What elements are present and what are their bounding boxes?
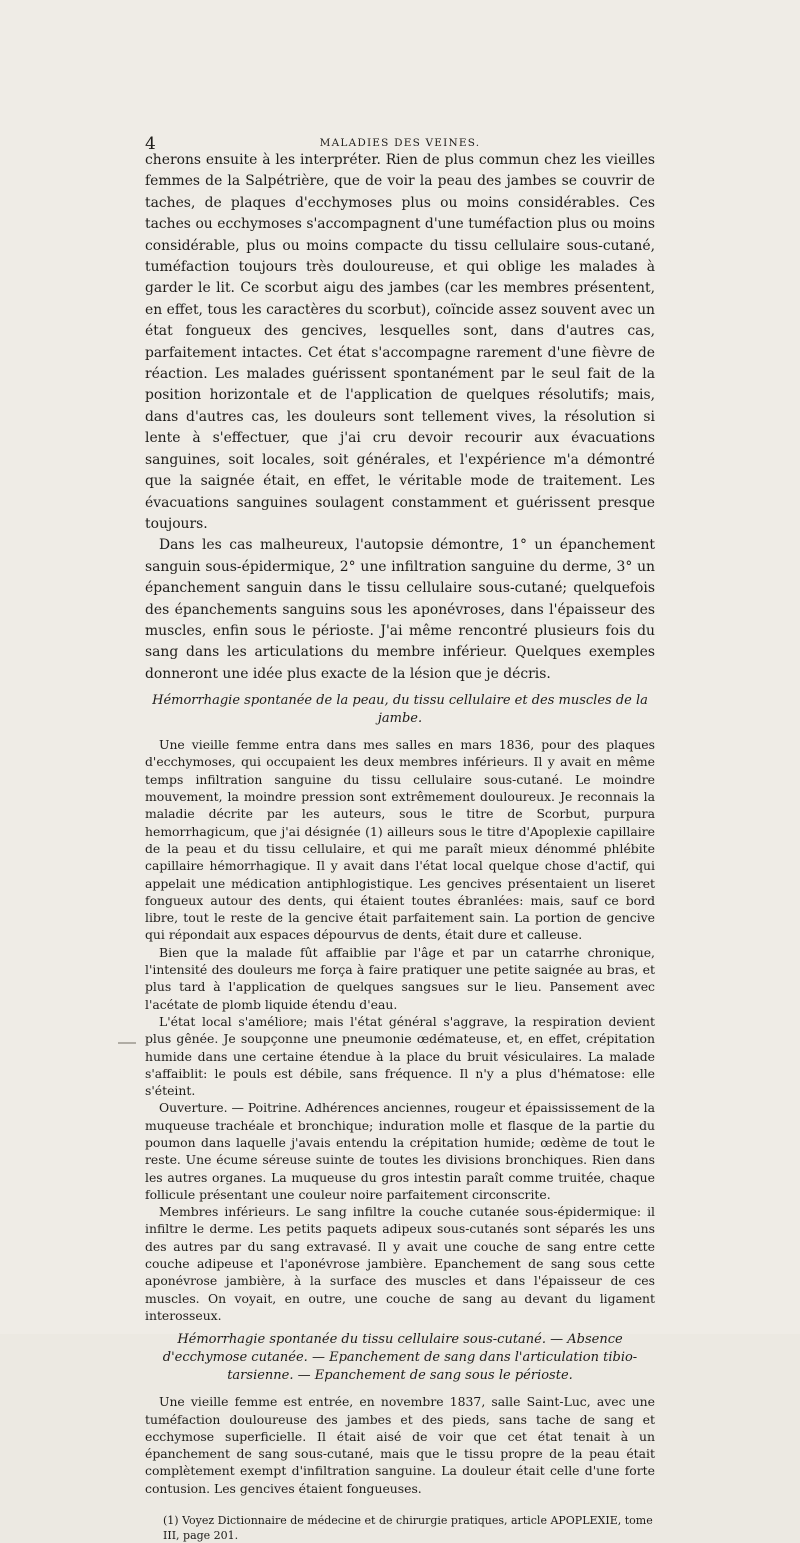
case-section <box>145 1393 655 1497</box>
body-text <box>145 150 655 1543</box>
case-paragraph: L'état local s'améliore; mais l'état général s'aggrave, la respiration devient plus gênée. Je soupçonne une pneumonie œdémateuse, et, en effet, crépitation humide dans une certaine étendue à la place du bruit vésiculaires. La malade s'affaiblit: le pouls est débile, sans fréquence. Il n'y a plus d'hématose: elle s'éteint. <box>145 1013 655 1099</box>
running-title: MALADIES DES VEINES. <box>319 137 481 149</box>
intro-section <box>145 150 655 685</box>
case-section <box>145 736 655 1324</box>
case-heading: Hémorrhagie spontanée de la peau, du tissu cellulaire et des muscles de la jambe. <box>152 693 648 727</box>
case-paragraph: Une vieille femme est entrée, en novembre 1837, salle Saint-Luc, avec une tuméfaction douloureuse des jambes et des pieds, sans tache de sang et ecchymose superficielle. Il était aisé de voir que cet état tenait à un épanchement de sang sous-cutané, mais que le tissu propre de la peau était complètement exempt d'infiltration sanguine. La douleur était celle d'une forte contusion. Les gencives étaient fongueuses. <box>145 1394 655 1496</box>
case-paragraph: Une vieille femme entra dans mes salles en mars 1836, pour des plaques d'ecchymoses, qui occupaient les deux membres inférieurs. Il y avait en même temps infiltration sanguine du tissu cellulaire sous-cutané. Le moindre mouvement, la moindre pression sont extrêmement douloureux. Je reconnais la maladie décrite par les auteurs, sous le titre de Scorbut, purpura hemorrhagicum, que j'ai désignée (1) ailleurs sous le titre d'Apoplexie capillaire de la peau et du tissu cellulaire, et qui me paraît mieux dénommé phlébite capillaire hémorrhagique. Il y avait dans l'état local quelque chose d'actif, qui appelait une médication antiphlogistique. Les gencives présentaient un liseret fongueux autour des dents, qui étaient toutes ébranlées: mais, sauf ce bord libre, tout le reste de la gencive était parfaitement sain. La portion de gencive qui répondait aux espaces dépourvus de dents, était dure et calleuse. <box>145 737 655 943</box>
case-paragraph: Ouverture. — Poitrine. Adhérences anciennes, rougeur et épaississement de la muqueuse trachéale et bronchique; induration molle et flasque de la partie du poumon dans laquelle j'avais entendu la crépitation humide; œdème de tout le reste. Une écume séreuse suinte de toutes les divisions bronchiques. Rien dans les autres organes. La muqueuse du gros intestin paraît comme truitée, chaque follicule présentant une couleur noire parfaitement circonscrite. <box>145 1100 655 1202</box>
footnote: (1) Voyez Dictionnaire de médecine et de chirurgie pratiques, article APOPLEXIE, tome III, page 201. <box>163 1514 653 1543</box>
case-paragraph: Bien que la malade fût affaiblie par l'âge et par un catarrhe chronique, l'intensité des douleurs me força à faire pratiquer une petite saignée au bras, et plus tard à l'application de quelques sangsues sur le lieu. Pansement avec l'acétate de plomb liquide étendu d'eau. <box>145 944 655 1012</box>
intro-paragraph: cherons ensuite à les interpréter. Rien de plus commun chez les vieilles femmes de la Salpétrière, que de voir la peau des jambes se couvrir de taches, de plaques d'ecchymoses plus ou moins considérables. Ces taches ou ecchymoses s'accompagnent d'une tuméfaction plus ou moins considérable, plus ou moins compacte du tissu cellulaire sous-cutané, tuméfaction toujours très douloureuse, et qui oblige les malades à garder le lit. Ce scorbut aigu des jambes (car les membres présentent, en effet, tous les caractères du scorbut), coïncide assez souvent avec un état fongueux des gencives, lesquelles sont, dans d'autres cas, parfaitement intactes. Cet état s'accompagne rarement d'une fièvre de réaction. Les malades guérissent spontanément par le seul fait de la position horizontale et de l'application de quelques résolutifs; mais, dans d'autres cas, les douleurs sont tellement vives, la résolution si lente à s'effectuer, que j'ai cru devoir recourir aux évacuations sanguines, soit locales, soit générales, et l'expérience m'a démontré que la saignée était, en effet, le véritable mode de traitement. Les évacuations sanguines soulagent constamment et guérissent presque toujours. <box>145 152 655 532</box>
case-paragraph: Membres inférieurs. Le sang infiltre la couche cutanée sous-épidermique: il infiltre le derme. Les petits paquets adipeux sous-cutanés sont séparés les uns des autres par du sang extravasé. Il y avait une couche de sang entre cette couche adipeuse et l'aponévrose jambière. Epanchement de sang sous cette aponévrose jambière, à la surface des muscles et dans l'épaisseur de ces muscles. On voyait, en outre, une couche de sang au devant du ligament interosseux. <box>145 1204 655 1323</box>
page-number: 4 <box>145 134 156 154</box>
case-heading: Hémorrhagie spontanée du tissu cellulaire sous-cutané. — Absence d'ecchymose cutanée. — Epanchement de sang dans l'articulation tibio-tarsienne. — Epanchement de sang sous le périoste. <box>162 1332 638 1384</box>
intro-paragraph: Dans les cas malheureux, l'autopsie démontre, 1° un épanchement sanguin sous-épidermique, 2° une infiltration sanguine du derme, 3° un épanchement sanguin dans le tissu cellulaire sous-cutané; quelquefois des épanchements sanguins sous les aponévroses, dans l'épaisseur des muscles, enfin sous le périoste. J'ai même rencontré plusieurs fois du sang dans les articulations du membre inférieur. Quelques exemples donneront une idée plus exacte de la lésion que je décris. <box>145 537 655 682</box>
margin-mark <box>118 1042 136 1044</box>
